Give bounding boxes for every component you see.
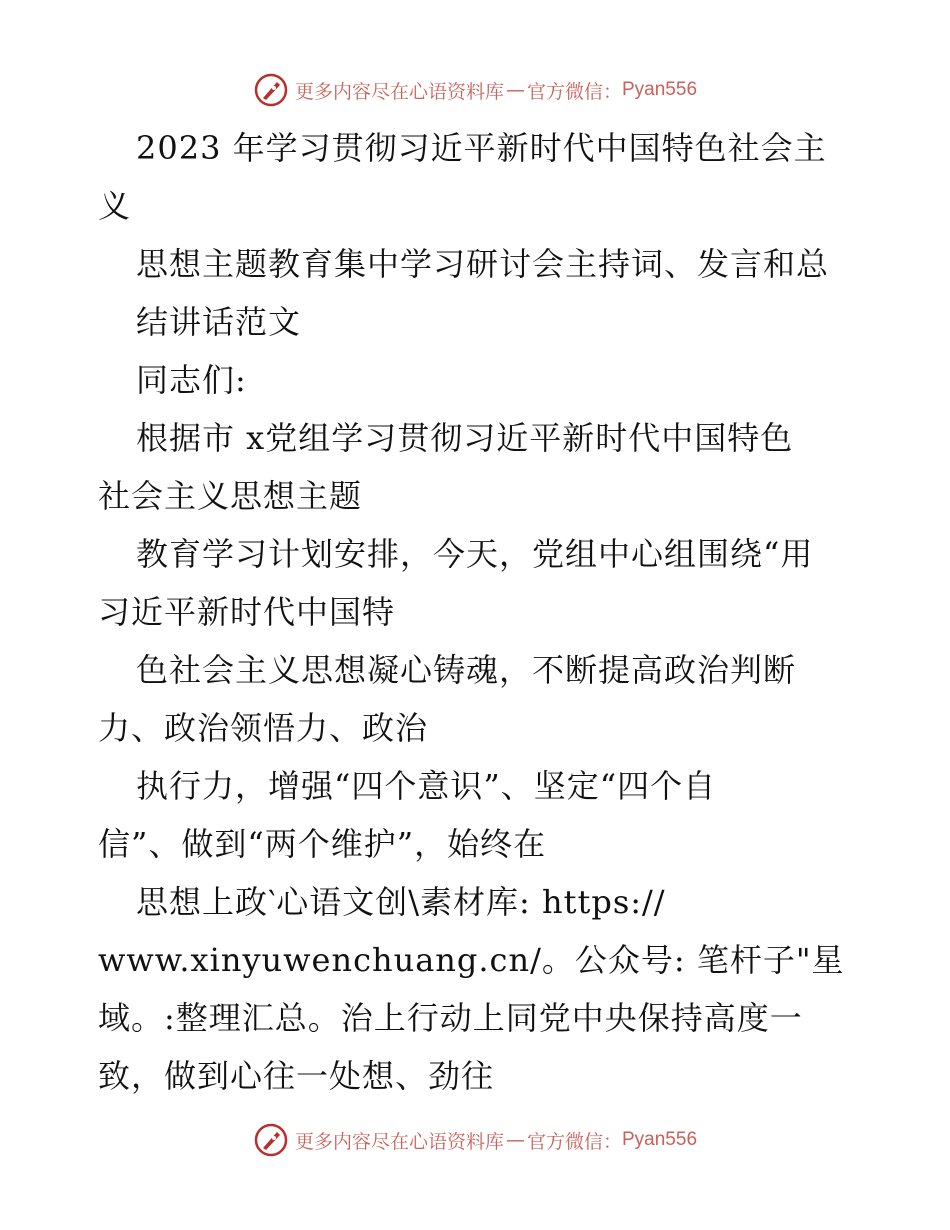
header-watermark-banner [0, 70, 950, 110]
banner-wechat-id: Pyan556 [622, 79, 698, 100]
banner-text: 更多内容尽在心语资料库 [294, 1130, 504, 1153]
doc-paragraph-line: 域。:整理汇总。治上行动上同党中央保持高度一 [98, 999, 803, 1037]
doc-title-line: 2023 年学习贯彻习近平新时代中国特色社会主 [136, 129, 827, 167]
banner-separator: — [505, 79, 525, 101]
doc-paragraph-line: 思想上政‵心语文创\素材库: https:// [136, 883, 666, 921]
doc-title-line: 结讲话范文 [136, 303, 302, 341]
doc-paragraph-line: 力、政治领悟力、政治 [98, 709, 429, 747]
doc-paragraph-line: 教育学习计划安排，今天，党组中心组围绕“用 [136, 535, 814, 573]
pen-nib-circle-icon [253, 72, 289, 108]
pen-nib-circle-icon [253, 1122, 289, 1158]
doc-paragraph-line: 执行力，增强“四个意识”、坚定“四个自 [136, 767, 717, 805]
doc-paragraph-line: 信”、做到“两个维护”，始终在 [98, 825, 547, 863]
footer-watermark-banner [0, 1120, 950, 1160]
doc-paragraph-line: 色社会主义思想凝心铸魂，不断提高政治判断 [136, 651, 797, 689]
banner-wechat-id: Pyan556 [622, 1129, 698, 1150]
banner-wechat-label: 官方微信： [526, 1130, 622, 1153]
doc-paragraph-line: 致，做到心往一处想、劲往 [98, 1057, 495, 1095]
doc-paragraph-line: 根据市 x党组学习贯彻习近平新时代中国特色 [136, 419, 794, 457]
doc-title-line: 义 [98, 187, 132, 225]
doc-salutation: 同志们: [136, 361, 247, 399]
doc-paragraph-line: 习近平新时代中国特 [98, 593, 396, 631]
doc-paragraph-line: 社会主义思想主题 [98, 477, 363, 515]
banner-text: 更多内容尽在心语资料库 [294, 80, 504, 103]
doc-title-line: 思想主题教育集中学习研讨会主持词、发言和总 [136, 245, 830, 283]
banner-wechat-label: 官方微信： [526, 80, 622, 103]
banner-separator: — [505, 1129, 525, 1151]
doc-paragraph-line: www.xinyuwenchuang.cn/。公众号: 笔杆子"星 [98, 941, 845, 979]
